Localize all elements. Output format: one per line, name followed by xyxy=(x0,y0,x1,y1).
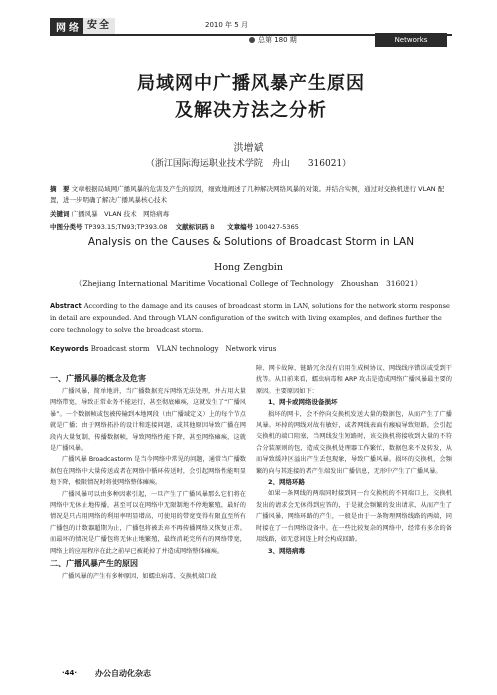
issue-total: 总第 180 期 xyxy=(258,36,297,44)
section-tag-label-2: 安全 xyxy=(83,18,115,34)
keywords-en-label: Keywords xyxy=(50,345,89,353)
subsection-heading: 1、网卡或网络设备损坏 xyxy=(268,398,338,407)
title-cn-line-2: 及解决方法之分析 xyxy=(175,100,327,121)
paragraph: 如果一条网线的两端同时接到同一台交换机的不同端口上，交换机发出的请求会无休得到应答的，于是就会频繁的发出请求，从而产生了广播风暴，网络环路的产生，一般是由于一条物理网络线路的两端，同时接在了一台网络设备中。在一些比较复杂的网络中，经常有多余的备用线路，如无意间连上时会构成回路。 xyxy=(256,490,452,544)
section-tag xyxy=(50,18,115,34)
paragraph: 广播风暴 Broadcastorm 是当今网络中常见的问题，通常当广播数据包在网络中大量传送或者在网络中循环传送时，会引起网络性能明显地下降，极限情况时将使网络整体瘫痪。 xyxy=(50,456,246,487)
body-column-left xyxy=(50,372,246,583)
body-column-right xyxy=(256,363,452,557)
subsection-heading: 2、网络环路 xyxy=(268,478,306,487)
author-en: Hong Zengbin xyxy=(214,262,283,273)
title-cn-line-1: 局域网中广播风暴产生原因 xyxy=(137,73,365,94)
subsection-heading: 3、网络病毒 xyxy=(268,546,306,555)
keywords-cn xyxy=(50,209,452,220)
abstract-en xyxy=(50,300,452,336)
paragraph: 广播风暴，简单地讲，当广播数据充斥网络无法处理，并占用大量网络带宽，导致正常业务不能运行，甚至彻底瘫痪，这就发生了“广播风暴”。一个数据帧或包被传输到本地网段（由广播域定义）上的每个节点就是广播；由于网络拓扑的设计和连接问题，或其他原因导致广播在网段内大量复制，传播数据帧，导致网络性能下降，甚至网络瘫痪，这就是广播风暴。 xyxy=(50,388,246,453)
article-no-value: 100427-5365 xyxy=(255,223,299,231)
abstract-cn xyxy=(50,184,452,206)
issue-date: 2010 年 5 月 xyxy=(205,21,248,29)
paragraph: 广播风暴可以由多种因素引起，一旦产生了广播风暴那么它们将在网络中无休止地传播，甚至可以在网络中无限制地不停地繁殖，最好的情况是只占用网络的利用率明显增高，可使用的带宽变得有限直至所有广播包的计数器超期为止，广播包将被丢弃不再传播网络又恢复正常。而最坏的情况是广播包将无休止地繁殖，最终消耗完所有的网络带宽，网络上的应用程序在此之前早已被耗掉了并造成网络整体瘫痪。 xyxy=(50,490,246,555)
affiliation-en: （Zhejiang International Maritime Vocational College of Technology Zhoushan 316021） xyxy=(74,279,423,288)
paragraph: 广播风暴的产生有多种原因，如蠕虫病毒、交换机端口故 xyxy=(62,573,217,581)
section-heading: 二、广播风暴产生的原因 xyxy=(50,559,138,569)
affiliation-cn: （浙江国际海运职业技术学院 舟山 316021） xyxy=(145,159,352,169)
section-heading: 一、广播风暴的概念及危害 xyxy=(50,374,146,383)
abstract-en-label: Abstract xyxy=(50,302,82,310)
section-tag-label: 网络 xyxy=(56,23,82,34)
abstract-cn-text: 文章根据局域网广播风暴的危害及产生的原因，细致地阐述了几种解决网络风暴的对策。并结合实例，通过对交换机进行 VLAN 配置，进一步明确了解决广播风暴核心技术 xyxy=(50,185,445,204)
article-no-label: 文章编号 xyxy=(227,223,254,231)
doc-code-value: B xyxy=(210,223,215,231)
abstract-cn-label: 摘 要 xyxy=(50,185,70,193)
keywords-cn-label: 关键词 xyxy=(50,210,70,218)
abstract-en-text: According to the damage and its causes of broadcast storm in LAN, solutions for the network storm response in detail are expounded. And through VLAN configuration of the switch with living examples, and defines further the core technology to solve the broadcast storm. xyxy=(50,302,450,334)
bullet-icon xyxy=(249,37,255,43)
author-cn: 洪增斌 xyxy=(233,143,264,154)
page-number: ·44· xyxy=(62,669,78,677)
doc-code-label: 文献标识码 xyxy=(175,223,209,231)
keywords-en-text: Broadcast storm VLAN technology Network virus xyxy=(90,345,277,353)
paragraph: 损坏的网卡，会不停向交换机发送大量的数据包，从而产生了广播风暴。坏掉的网线对故有敏好，或者网线表面有瘢痕导致短路，会引起交换机的端口阻塞，当网线发生短路时，该交换机将接收到大量的不符合分装原则的包，造成交换机处理器工作繁忙，数据包来不及转发，从而导致缓冲区溢出产生丢包现象，导致广播风暴。损坏的交换机，会频繁的向与其连接的者产生端发出广播信息，无形中产生了广播风暴。 xyxy=(256,410,452,475)
clc-label: 中图分类号 xyxy=(50,223,83,231)
keywords-cn-text: 广播风暴 VLAN 技术 网络病毒 xyxy=(71,210,170,218)
classification-cn xyxy=(50,222,452,233)
clc-value: TP393.15;TN93;TP393.08 xyxy=(84,223,168,231)
journal-tag: Networks xyxy=(375,33,447,47)
keywords-en xyxy=(50,344,452,354)
paragraph: 障、网卡故障、链路冗余没有启用生成树协议、网线线序错误或受到干扰等。从目前来看，蠕虫病毒和 ARP 攻击是造成网络广播风暴最主要的原因。主要原因如下： xyxy=(256,365,452,395)
magazine-name: 办公自动化杂志 xyxy=(95,669,151,678)
title-en: Analysis on the Causes & Solutions of Broadcast Storm in LAN xyxy=(87,236,415,248)
